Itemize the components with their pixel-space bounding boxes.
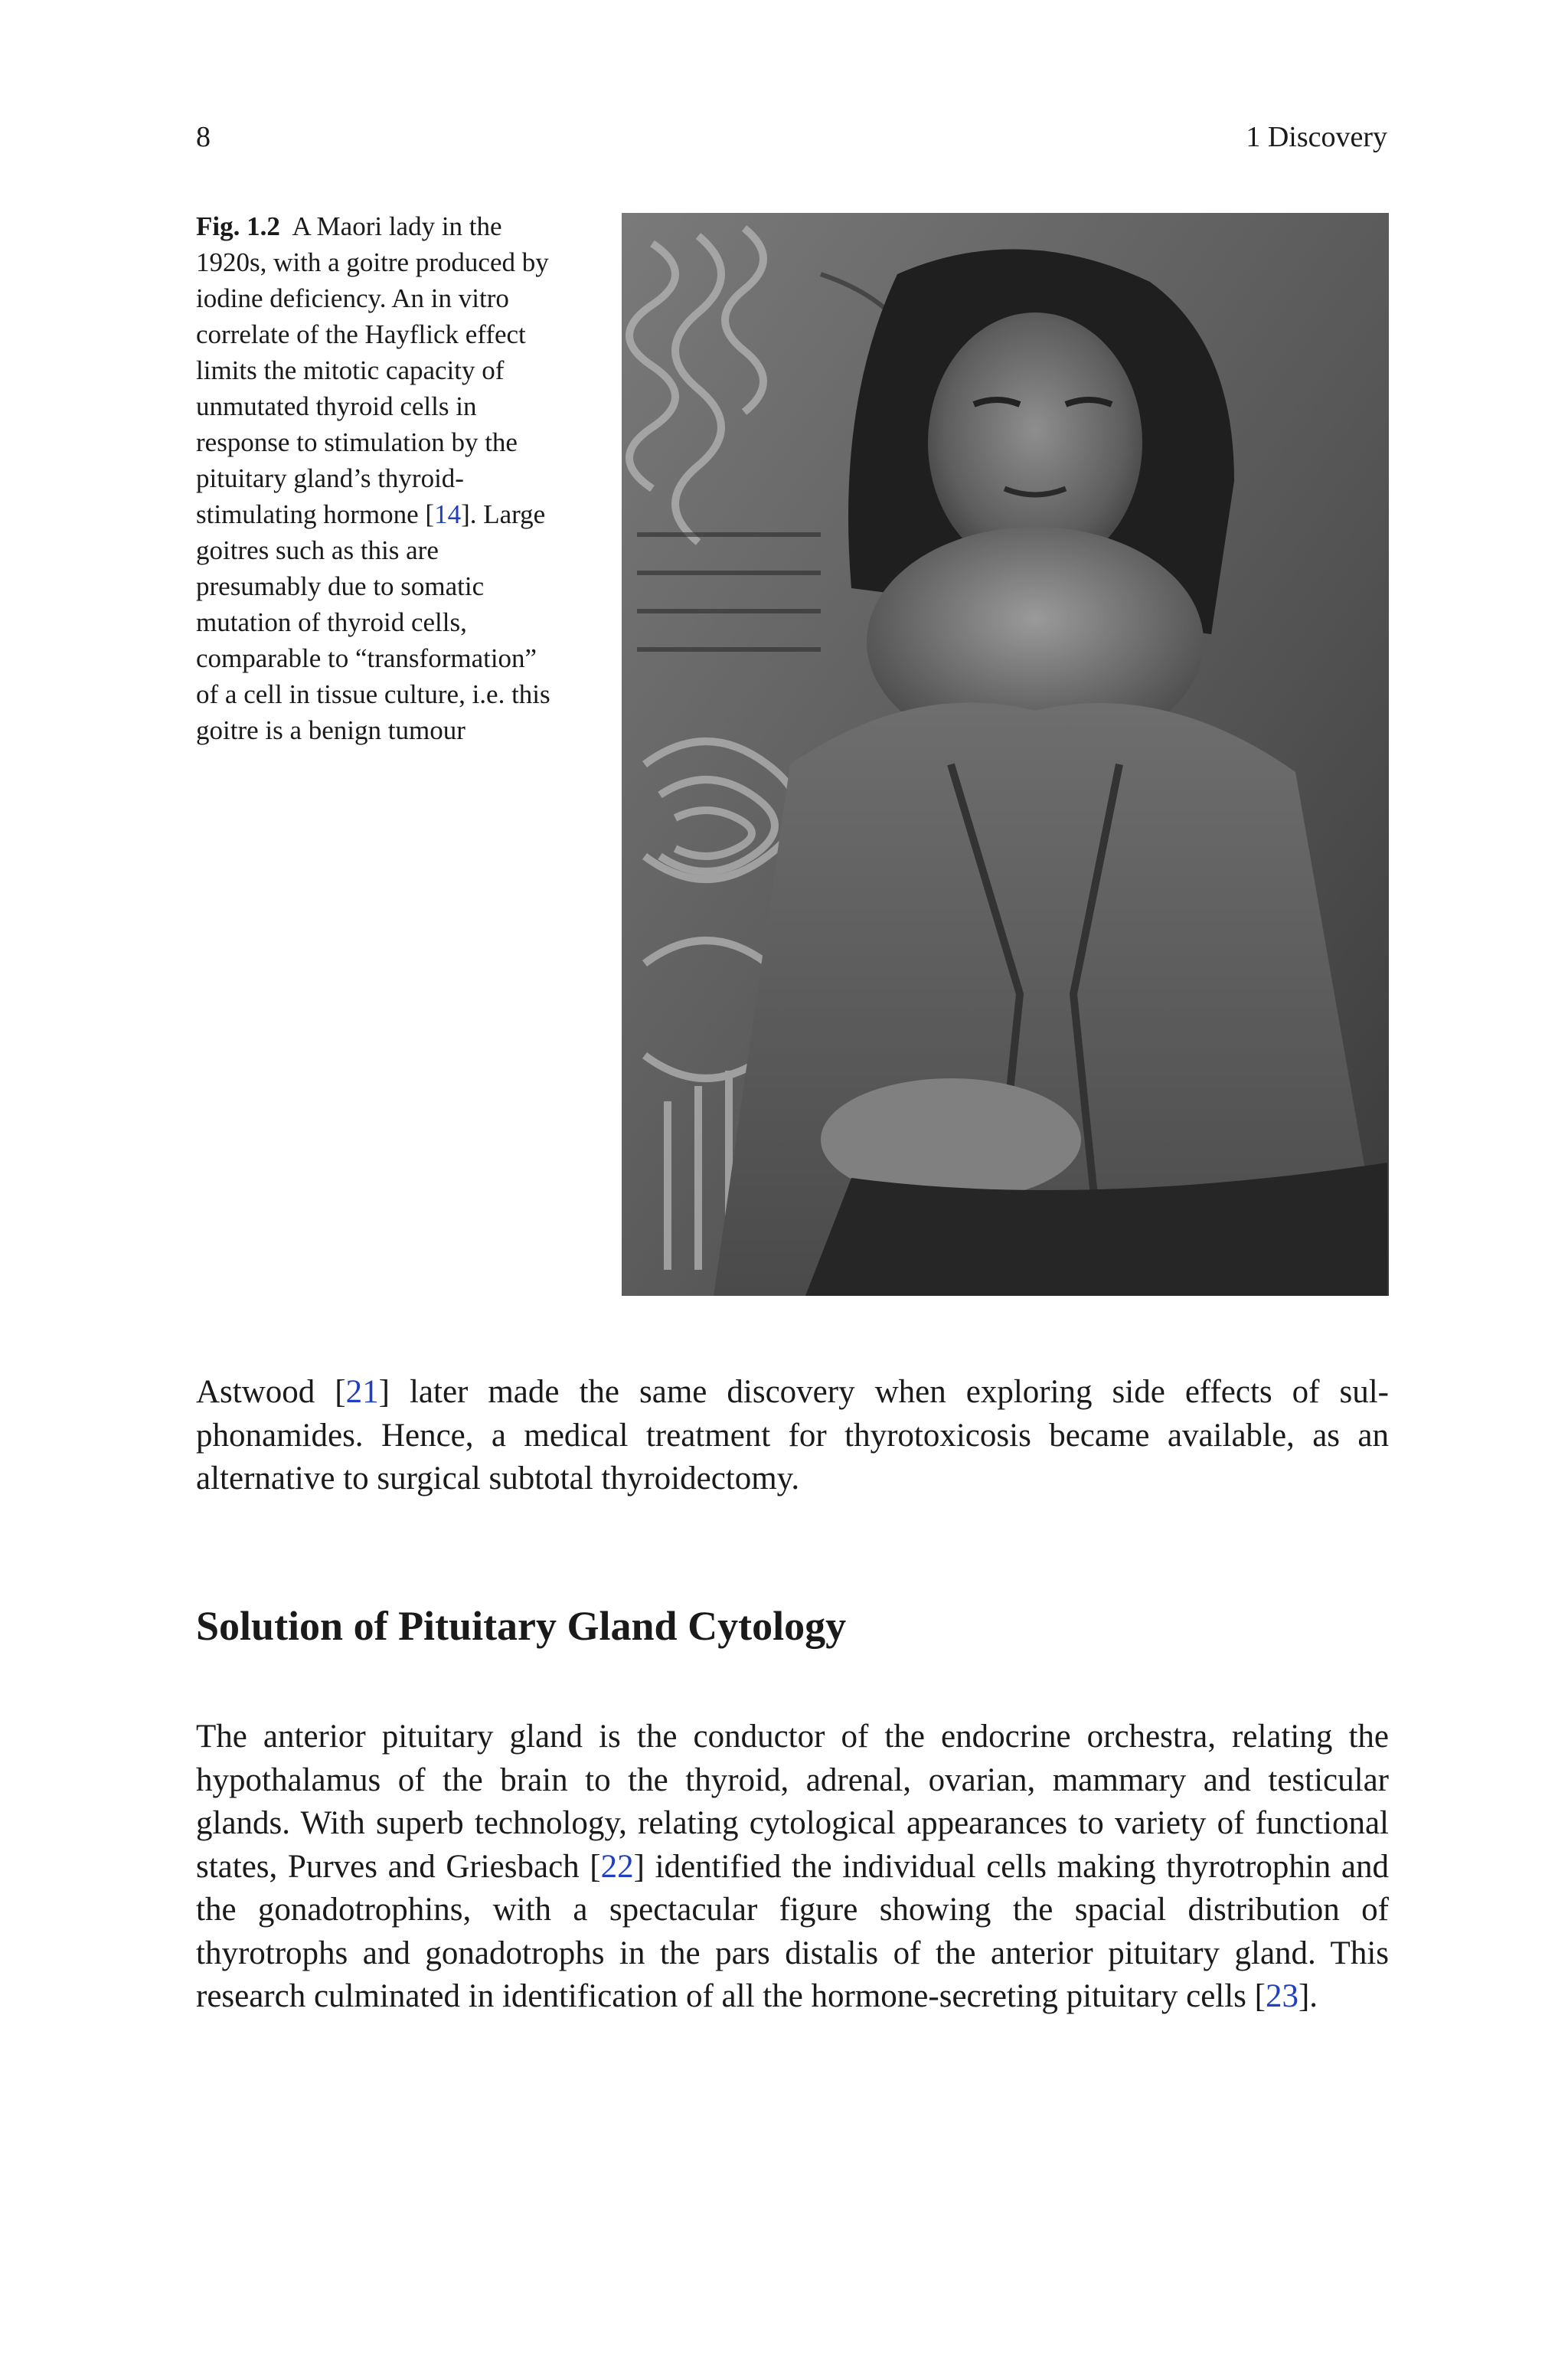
paragraph-text: The anterior pituitary gland is the conductor of the endocrine orchestra, relating the hypothalamus of the brain to the thyroid, adrenal, ovarian, mammary and testicular glands. With superb technology, relating cytological appearances to variety of functional states, Purves and Griesbach [ <box>196 1719 1389 1885</box>
paragraph-text: ] identified the individual cells making thyrotrophin and the gonadotrophins, with a spectacular figure showing the spacial distribution of thyrotrophs and gonadotrophs in the pars distalis of the anterior pituitary gland. This research culminated in identification of all the hormone-secreting pituitary cells [ <box>196 1848 1389 2014</box>
running-title: 1 Discovery <box>1246 121 1387 153</box>
figure-caption <box>196 208 564 748</box>
caption-text: ]. Large goitres such as this are presumably due to somatic mutation of thyroid cells, comparable to “transformation” of a cell in tissue culture, i.e. this goitre is a benign tumour <box>196 499 550 745</box>
body-paragraph <box>196 1716 1389 2019</box>
body-paragraph <box>196 1371 1389 1501</box>
caption-text: A Maori lady in the 1920s, with a goitre produced by iodine deficiency. An in vitro correlate of the Hayflick effect limits the mitotic capacity of unmutated thyroid cells in response to stimulation by the pituitary gland’s thyroid-stimulating hormone [ <box>196 211 549 529</box>
section-heading: Solution of Pituitary Gland Cytology <box>196 1603 847 1649</box>
page-number: 8 <box>196 121 211 153</box>
paragraph-text: ] later made the same discovery when exploring side effects of sulphonamides. Hence, a medical treatment for thyrotoxicosis became available, as an alternative to surgical subtotal thyroidectomy. <box>196 1374 1389 1496</box>
figure-photograph <box>622 213 1389 1296</box>
citation-link[interactable]: 14 <box>434 499 462 529</box>
paragraph-text: ]. <box>1298 1978 1318 2014</box>
citation-link[interactable]: 21 <box>345 1374 379 1410</box>
paragraph-text: Astwood [ <box>196 1374 346 1410</box>
citation-link[interactable]: 22 <box>600 1848 634 1885</box>
citation-link[interactable]: 23 <box>1265 1978 1298 2014</box>
figure-label: Fig. 1.2 <box>196 211 280 241</box>
